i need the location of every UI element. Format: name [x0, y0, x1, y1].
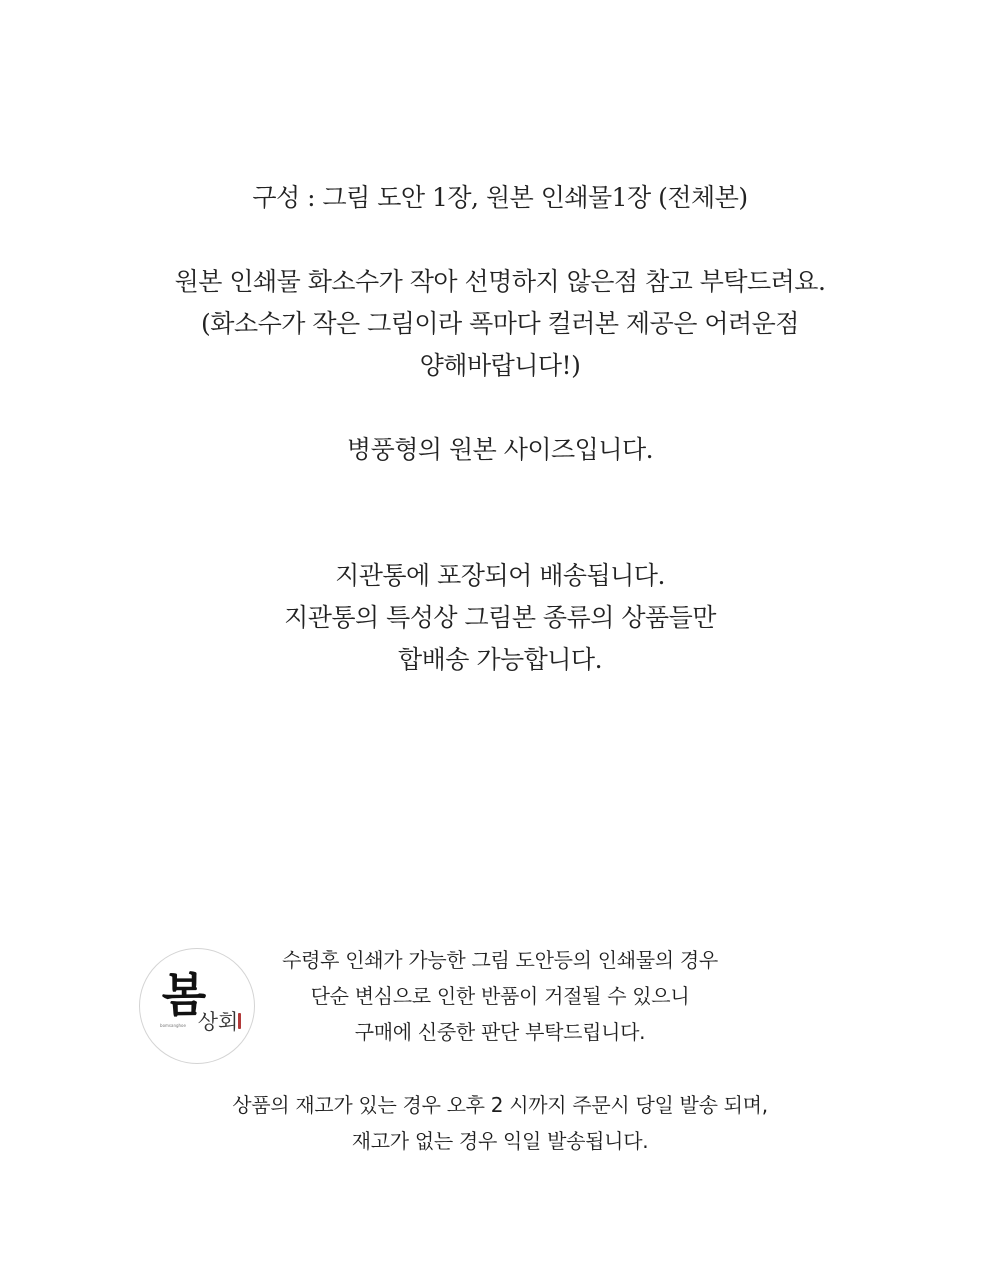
composition-text: 구성 : 그림 도안 1장, 원본 인쇄물1장 (전체본)	[252, 183, 748, 212]
size-notice-text: 병풍형의 원본 사이즈입니다.	[346, 435, 654, 464]
logo-main-glyph: 봄	[161, 968, 207, 1022]
shipping-notice-line-1: 지관통에 포장되어 배송됩니다.	[335, 561, 665, 590]
resolution-notice	[0, 261, 1000, 387]
shipping-notice-line-3: 합배송 가능합니다.	[397, 645, 603, 674]
returns-notice	[0, 942, 1000, 1050]
returns-notice-line-2: 단순 변심으로 인한 반품이 거절될 수 있으니	[310, 984, 690, 1008]
shipping-notice-line-2: 지관통의 특성상 그림본 종류의 상품들만	[284, 603, 716, 632]
returns-notice-line-3: 구매에 신중한 판단 부탁드립니다.	[354, 1020, 646, 1044]
resolution-notice-line-2: (화소수가 작은 그림이라 폭마다 컬러본 제공은 어려운점	[201, 309, 799, 338]
resolution-notice-line-3: 양해바랍니다!)	[419, 351, 581, 380]
shipping-notice	[0, 555, 1000, 681]
resolution-notice-line-1: 원본 인쇄물 화소수가 작아 선명하지 않은점 참고 부탁드려요.	[174, 267, 826, 296]
composition-section	[0, 177, 1000, 219]
size-notice	[0, 429, 1000, 471]
logo-sub-glyph: 상회	[197, 1010, 239, 1034]
dispatch-notice-line-1: 상품의 재고가 있는 경우 오후 2 시까지 주문시 당일 발송 되며,	[232, 1093, 768, 1117]
returns-notice-line-1: 수령후 인쇄가 가능한 그림 도안등의 인쇄물의 경우	[282, 948, 718, 972]
dispatch-notice	[0, 1087, 1000, 1159]
logo-tagline: bomsanghoe	[160, 1023, 186, 1028]
dispatch-notice-line-2: 재고가 없는 경우 익일 발송됩니다.	[351, 1129, 649, 1153]
